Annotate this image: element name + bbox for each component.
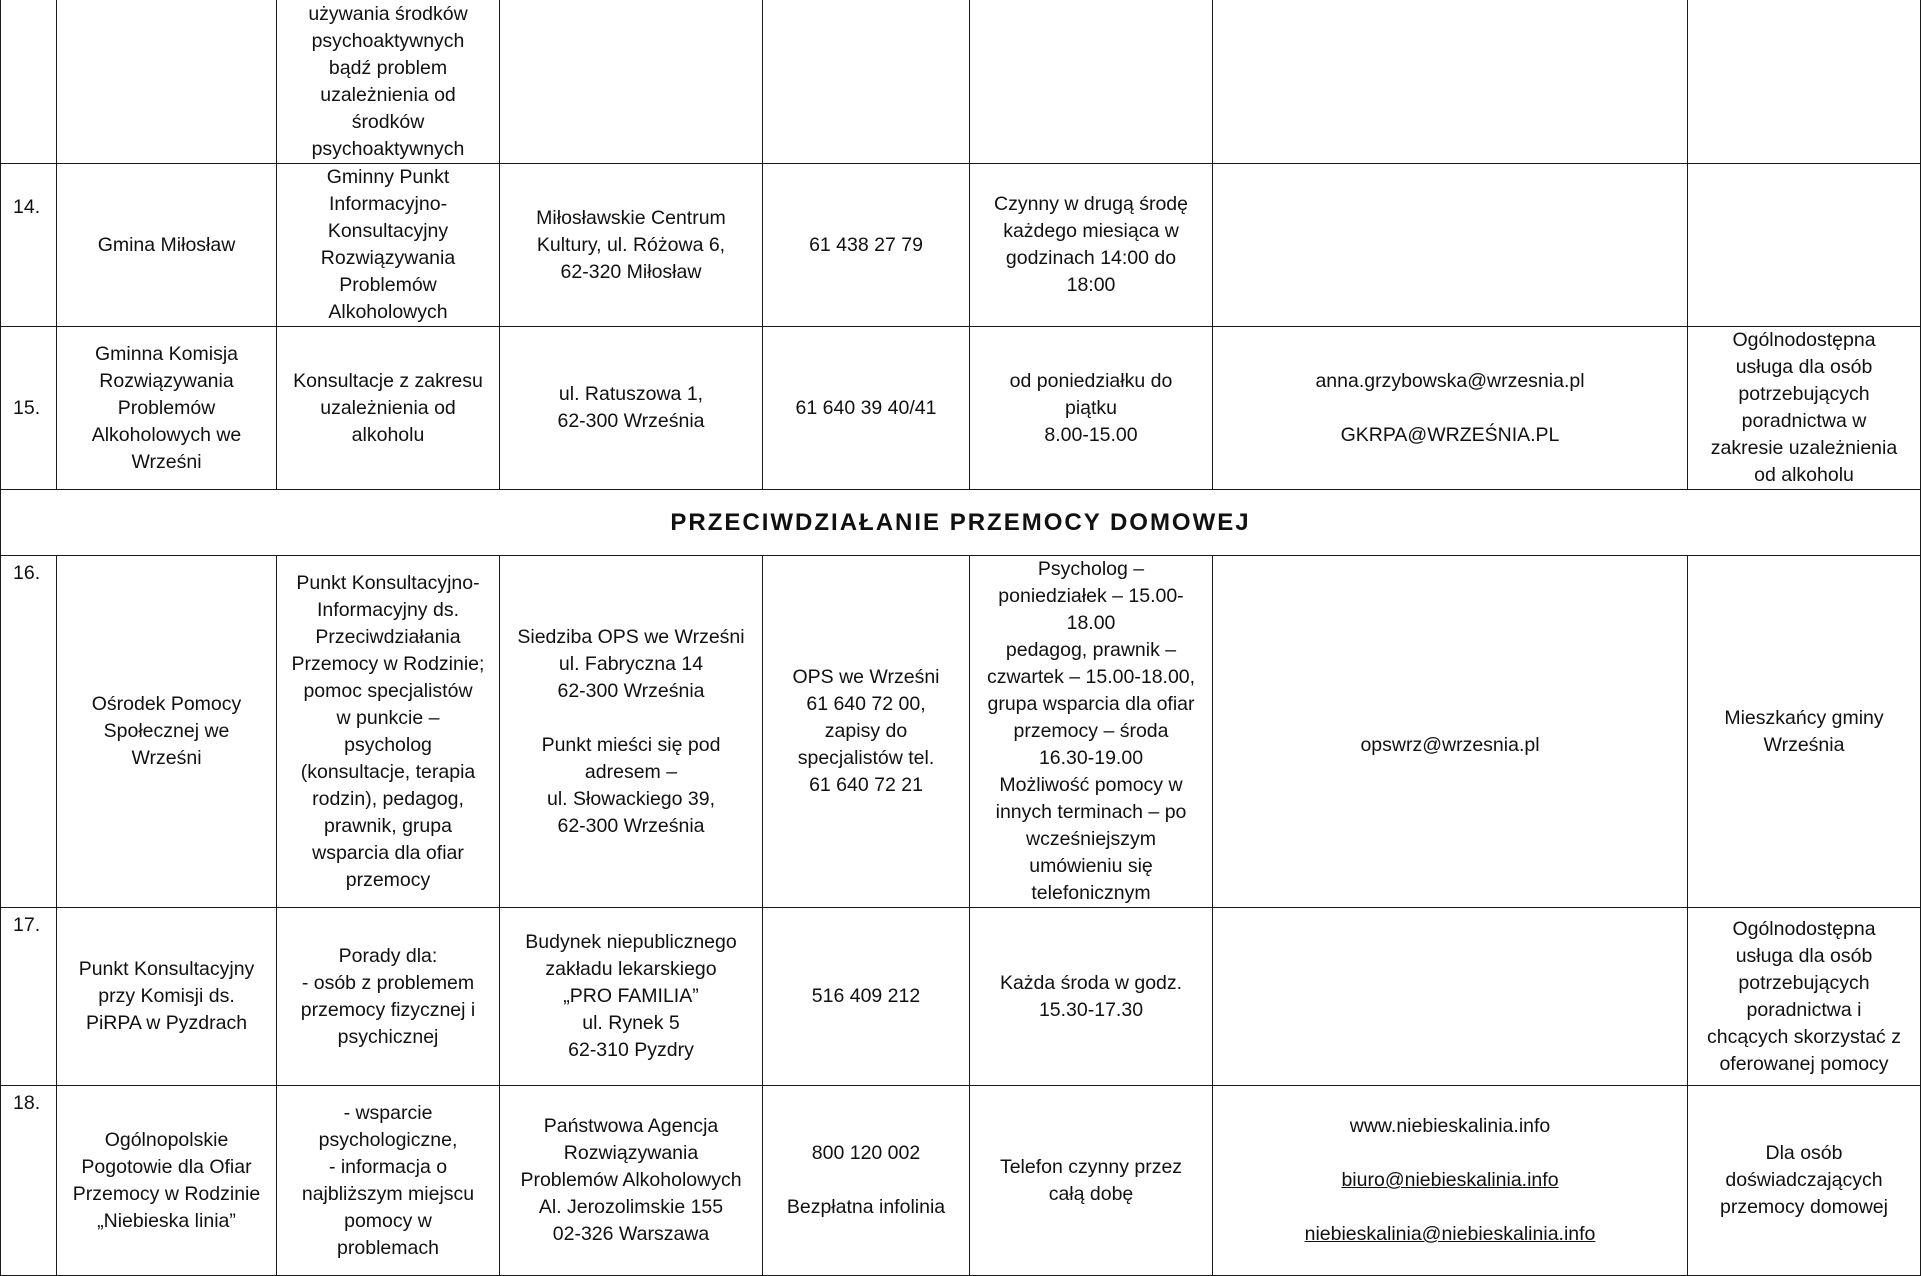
service-cell: używania środków psychoaktywnych bądź problem uzależnienia od środków psychoaktywnych bbox=[277, 0, 500, 164]
phone-cell: 61 640 39 40/41 bbox=[763, 327, 970, 490]
email-cell bbox=[1213, 327, 1688, 490]
row-number: 15. bbox=[1, 327, 57, 490]
address-cell bbox=[500, 0, 763, 164]
email-cell bbox=[1213, 0, 1688, 164]
email-link[interactable]: biuro@niebieskalinia.info bbox=[1341, 1169, 1559, 1191]
table-row bbox=[1, 164, 1921, 327]
address-cell: Siedziba OPS we Wrześni ul. Fabryczna 14 62-300 Września Punkt mieści się pod adresem – ul. Słowackiego 39, 62-300 Września bbox=[500, 556, 763, 908]
audience-cell: Mieszkańcy gminy Września bbox=[1688, 556, 1921, 908]
email-link[interactable]: anna.grzybowska@wrzesnia.pl bbox=[1315, 369, 1585, 392]
address-cell: ul. Ratuszowa 1, 62-300 Września bbox=[500, 327, 763, 490]
table-row bbox=[1, 0, 1921, 164]
audience-cell bbox=[1688, 0, 1921, 164]
email-cell bbox=[1213, 908, 1688, 1086]
entity-cell bbox=[57, 0, 277, 164]
audience-cell bbox=[1688, 164, 1921, 327]
hours-cell: Czynny w drugą środę każdego miesiąca w godzinach 14:00 do 18:00 bbox=[970, 164, 1213, 327]
hours-cell: od poniedziałku do piątku 8.00-15.00 bbox=[970, 327, 1213, 490]
phone-note: Bezpłatna infolinia bbox=[786, 1196, 946, 1218]
service-cell: Gminny Punkt Informacyjno- Konsultacyjny Rozwiązywania Problemów Alkoholowych bbox=[277, 164, 500, 327]
service-cell: Porady dla: - osób z problemem przemocy fizycznej i psychicznej bbox=[277, 908, 500, 1086]
entity-cell: Ośrodek Pomocy Społecznej we Wrześni bbox=[57, 556, 277, 908]
email-cell bbox=[1213, 556, 1688, 908]
phone-number: 800 120 002 bbox=[811, 1142, 921, 1164]
row-number bbox=[1, 0, 57, 164]
row-number: 18. bbox=[1, 1086, 57, 1276]
email-link[interactable]: niebieskalinia@niebieskalinia.info bbox=[1304, 1223, 1596, 1245]
address-cell: Budynek niepublicznego zakładu lekarskiego „PRO FAMILIA” ul. Rynek 5 62-310 Pyzdry bbox=[500, 908, 763, 1086]
phone-cell bbox=[763, 1086, 970, 1276]
audience-cell: Dla osób doświadczających przemocy domowej bbox=[1688, 1086, 1921, 1276]
phone-cell bbox=[763, 0, 970, 164]
table-row bbox=[1, 1086, 1921, 1276]
entity-cell: Gmina Miłosław bbox=[57, 164, 277, 327]
email-cell bbox=[1213, 164, 1688, 327]
email-link[interactable]: GKRPA@WRZEŚNIA.PL bbox=[1340, 423, 1560, 446]
table-row bbox=[1, 327, 1921, 490]
website-link[interactable]: www.niebieskalinia.info bbox=[1349, 1115, 1551, 1137]
service-cell: Punkt Konsultacyjno- Informacyjny ds. Przeciwdziałania Przemocy w Rodzinie; pomoc specjalistów w punkcie – psycholog (konsultacje, terapia rodzin), pedagog, prawnik, grupa wsparcia dla ofiar przemocy bbox=[277, 556, 500, 908]
row-number: 17. bbox=[1, 908, 57, 1086]
hours-cell bbox=[970, 0, 1213, 164]
phone-cell: 516 409 212 bbox=[763, 908, 970, 1086]
service-cell: - wsparcie psychologiczne, - informacja o najbliższym miejscu pomocy w problemach bbox=[277, 1086, 500, 1276]
address-cell: Miłosławskie Centrum Kultury, ul. Różowa 6, 62-320 Miłosław bbox=[500, 164, 763, 327]
row-number: 16. bbox=[1, 556, 57, 908]
audience-cell: Ogólnodostępna usługa dla osób potrzebujących poradnictwa w zakresie uzależnienia od alkoholu bbox=[1688, 327, 1921, 490]
entity-cell: Gminna Komisja Rozwiązywania Problemów Alkoholowych we Wrześni bbox=[57, 327, 277, 490]
email-cell bbox=[1213, 1086, 1688, 1276]
email-link[interactable]: opswrz@wrzesnia.pl bbox=[1360, 733, 1540, 756]
entity-cell: Punkt Konsultacyjny przy Komisji ds. PiRPA w Pyzdrach bbox=[57, 908, 277, 1086]
section-row bbox=[1, 490, 1921, 556]
address-cell: Państwowa Agencja Rozwiązywania Problemów Alkoholowych Al. Jerozolimskie 155 02-326 Warszawa bbox=[500, 1086, 763, 1276]
entity-cell: Ogólnopolskie Pogotowie dla Ofiar Przemocy w Rodzinie „Niebieska linia” bbox=[57, 1086, 277, 1276]
hours-cell: Każda środa w godz. 15.30-17.30 bbox=[970, 908, 1213, 1086]
section-title: PRZECIWDZIAŁANIE PRZEMOCY DOMOWEJ bbox=[1, 490, 1921, 556]
phone-cell: 61 438 27 79 bbox=[763, 164, 970, 327]
hours-cell: Telefon czynny przez całą dobę bbox=[970, 1086, 1213, 1276]
service-cell: Konsultacje z zakresu uzależnienia od alkoholu bbox=[277, 327, 500, 490]
audience-cell: Ogólnodostępna usługa dla osób potrzebujących poradnictwa i chcących skorzystać z oferowanej pomocy bbox=[1688, 908, 1921, 1086]
row-number: 14. bbox=[1, 164, 57, 327]
table-row bbox=[1, 908, 1921, 1086]
phone-cell: OPS we Wrześni 61 640 72 00, zapisy do specjalistów tel. 61 640 72 21 bbox=[763, 556, 970, 908]
table-row bbox=[1, 556, 1921, 908]
hours-cell: Psycholog – poniedziałek – 15.00- 18.00 pedagog, prawnik – czwartek – 15.00-18.00, grupa wsparcia dla ofiar przemocy – środa 16.30-19.00 Możliwość pomocy w innych terminach – po wcześniejszym umówieniu się telefonicznym bbox=[970, 556, 1213, 908]
